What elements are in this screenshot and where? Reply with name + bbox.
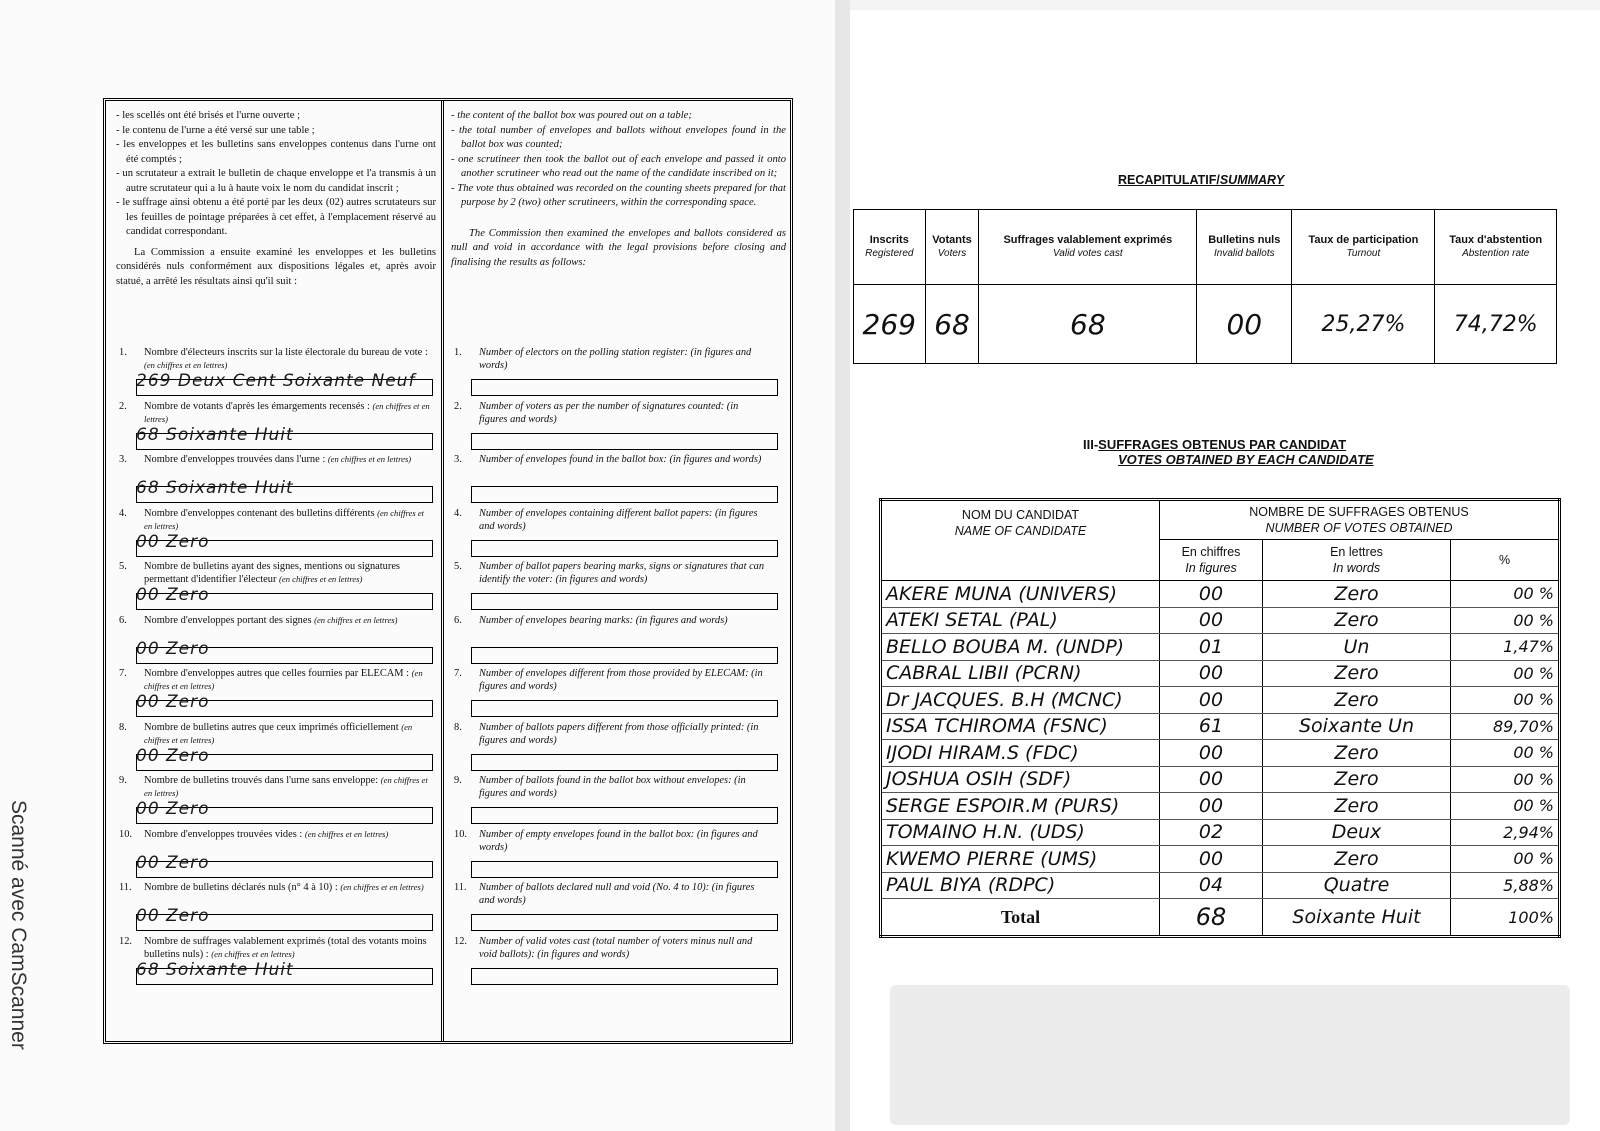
- form-item-en: [449, 614, 769, 627]
- candidate-figures: 00: [1160, 793, 1263, 820]
- candidate-words: Zero: [1263, 660, 1451, 687]
- item-number: 1.: [454, 347, 462, 358]
- candidate-percent: 00 %: [1451, 687, 1560, 714]
- numbered-items-en: [449, 346, 784, 1036]
- item-label: [144, 667, 434, 693]
- value-valid-votes: 68: [979, 285, 1197, 364]
- candidate-name: JOSHUA OSIH (SDF): [881, 766, 1160, 793]
- candidate-name: IJODI HIRAM.S (FDC): [881, 740, 1160, 767]
- candidate-percent: 5,88%: [1451, 872, 1560, 899]
- item-label-text: Nombre de bulletins ayant des signes, mentions ou signatures permettant d'identifier l'électeur: [144, 561, 400, 585]
- intro-item-en: - the total number of envelopes and ballots without envelopes found in the ballot box was counted;: [451, 124, 787, 150]
- item-hint: (en chiffres et en lettres): [144, 668, 423, 691]
- candidate-words: Zero: [1263, 766, 1451, 793]
- item-number: 11.: [454, 882, 467, 893]
- handwritten-answer: 00 Zero: [136, 585, 210, 605]
- candidate-row: [881, 740, 1560, 767]
- item-number: 7.: [454, 668, 462, 679]
- candidate-words: Zero: [1263, 793, 1451, 820]
- form-item-fr: [114, 721, 434, 747]
- form-item-fr: [114, 346, 434, 372]
- page-gutter: [835, 0, 850, 1131]
- total-label-cell: Total: [881, 899, 1160, 937]
- handwritten-answer: 68 Soixante Huit: [136, 959, 294, 980]
- item-number: 7.: [119, 668, 127, 679]
- header-voters: Votants Voters: [925, 210, 979, 285]
- candidate-words: Zero: [1263, 607, 1451, 634]
- item-hint: (en chiffres et en lettres): [144, 507, 425, 531]
- item-hint: (en chiffres et en lettres): [327, 454, 412, 464]
- value-voters: 68: [925, 285, 979, 364]
- candidate-percent: 00 %: [1451, 766, 1560, 793]
- item-label: [144, 828, 434, 841]
- item-label: [144, 721, 434, 747]
- handwritten-answer: 00 Zero: [136, 638, 210, 659]
- item-label-text: Nombre d'électeurs inscrits sur la liste électorale du bureau de vote :: [144, 347, 428, 358]
- handwritten-answer: 269 Deux Cent Soixante Neuf: [136, 371, 416, 391]
- item-number: 9.: [454, 775, 462, 786]
- item-hint: (en chiffres et en lettres): [144, 721, 413, 745]
- candidate-name: AKERE MUNA (UNIVERS): [881, 581, 1160, 608]
- value-abstention: 74,72%: [1435, 285, 1557, 364]
- candidate-words: Zero: [1263, 846, 1451, 873]
- value-invalid-ballots: 00: [1197, 285, 1292, 364]
- candidate-words: Deux: [1263, 819, 1451, 846]
- item-number: 4.: [454, 507, 462, 519]
- form-item-en: [449, 881, 769, 907]
- item-label: [144, 881, 434, 894]
- item-label: [144, 774, 434, 800]
- item-hint: (en chiffres et en lettres): [144, 360, 228, 370]
- candidate-name: CABRAL LIBII (PCRN): [881, 660, 1160, 687]
- item-hint: (en chiffres et en lettres): [211, 948, 295, 959]
- form-item-fr: [114, 507, 434, 533]
- handwritten-answer: 00 Zero: [136, 906, 210, 926]
- item-label: Number of envelopes found in the ballot box: (in figures and words): [479, 454, 762, 465]
- candidate-figures: 00: [1160, 581, 1263, 608]
- intro-item-en: - the content of the ballot box was poured out on a table;: [451, 110, 692, 121]
- item-label: [144, 400, 434, 426]
- form-item-fr: [114, 453, 434, 466]
- answer-box-empty: [471, 914, 778, 931]
- handwritten-answer: 00 Zero: [136, 799, 210, 819]
- item-number: 5.: [119, 561, 127, 572]
- candidate-votes-table: [879, 498, 1561, 938]
- candidate-row: [881, 793, 1560, 820]
- total-figures: 68: [1160, 899, 1263, 937]
- candidate-row: [881, 872, 1560, 899]
- intro-list-fr: [116, 109, 436, 240]
- form-item-fr: [114, 774, 434, 800]
- item-number: 2.: [119, 400, 127, 412]
- candidate-name: BELLO BOUBA M. (UNDP): [881, 634, 1160, 661]
- handwritten-answer: 68 Soixante Huit: [136, 424, 294, 445]
- answer-box-empty: [471, 379, 778, 396]
- candidate-words: Soixante Un: [1263, 713, 1451, 740]
- header-votes-obtained: NOMBRE DE SUFFRAGES OBTENUS NUMBER OF VOTES OBTAINED: [1160, 500, 1560, 540]
- header-percent: %: [1451, 540, 1560, 581]
- candidate-rows: [881, 581, 1560, 899]
- candidate-name: SERGE ESPOIR.M (PURS): [881, 793, 1160, 820]
- item-label-text: Nombre de bulletins trouvés dans l'urne sans enveloppe:: [144, 775, 379, 786]
- form-item-fr: [114, 881, 434, 894]
- item-label: Number of electors on the polling station register: (in figures and words): [479, 347, 752, 371]
- item-label-text: Nombre d'enveloppes autres que celles fournies par ELECAM :: [144, 668, 410, 679]
- item-number: 11.: [119, 882, 132, 893]
- item-label: Number of envelopes containing different ballot papers: (in figures and words): [479, 507, 758, 532]
- english-column: [451, 109, 786, 270]
- handwritten-answer: 00 Zero: [136, 852, 210, 873]
- item-label: [144, 560, 434, 586]
- answer-box-empty: [471, 433, 778, 450]
- candidate-figures: 00: [1160, 687, 1263, 714]
- form-item-en: [449, 400, 769, 426]
- candidate-figures: 02: [1160, 819, 1263, 846]
- item-hint: (en chiffres et en lettres): [314, 614, 398, 625]
- item-label: Number of empty envelopes found in the ballot box: (in figures and words): [479, 828, 758, 853]
- candidate-name: ISSA TCHIROMA (FSNC): [881, 713, 1160, 740]
- candidate-figures: 04: [1160, 872, 1263, 899]
- intro-item-en: - The vote thus obtained was recorded on the counting sheets prepared for that purpose by 2 (two) other scrutineers, within the corresponding space.: [451, 182, 786, 208]
- intro-item-fr: - les scellés ont été brisés et l'urne ouverte ;: [116, 110, 301, 121]
- header-turnout: Taux de participation Turnout: [1292, 210, 1435, 285]
- summary-header-row: [854, 210, 1557, 285]
- answer-box-empty: [471, 486, 778, 503]
- item-number: 10.: [119, 828, 132, 840]
- candidate-percent: 89,70%: [1451, 713, 1560, 740]
- item-label: [144, 507, 434, 533]
- answer-box-empty: [471, 968, 778, 985]
- form-item-en: [449, 507, 769, 533]
- candidate-percent: 1,47%: [1451, 634, 1560, 661]
- candidate-name: TOMAINO H.N. (UDS): [881, 819, 1160, 846]
- form-item-en: [449, 560, 769, 586]
- form-item-en: [449, 721, 769, 747]
- candidate-row: [881, 634, 1560, 661]
- candidate-figures: 00: [1160, 660, 1263, 687]
- form-item-en: [449, 935, 769, 961]
- item-label-text: Nombre d'enveloppes portant des signes: [144, 614, 312, 626]
- item-number: 12.: [454, 935, 467, 947]
- candidate-row: [881, 581, 1560, 608]
- header-in-figures: En chiffres In figures: [1160, 540, 1263, 581]
- candidate-words: Un: [1263, 634, 1451, 661]
- item-label-text: Nombre d'enveloppes contenant des bulletins différents: [144, 507, 375, 519]
- candidate-percent: 2,94%: [1451, 819, 1560, 846]
- item-label: Number of valid votes cast (total number of voters minus null and void ballots): (in figures and words): [479, 935, 753, 960]
- candidate-row: [881, 607, 1560, 634]
- form-item-en: [449, 346, 769, 372]
- candidate-name: KWEMO PIERRE (UMS): [881, 846, 1160, 873]
- item-label-text: Nombre de suffrages valablement exprimés (total des votants moins bulletins nuls) :: [144, 935, 427, 960]
- candidate-row: [881, 713, 1560, 740]
- summary-value-row: [854, 285, 1557, 364]
- item-label-text: Nombre de bulletins déclarés nuls (n° 4 à 10) :: [144, 882, 338, 893]
- candidate-figures: 00: [1160, 766, 1263, 793]
- candidate-figures: 61: [1160, 713, 1263, 740]
- column-divider: [441, 101, 444, 1041]
- item-number: 8.: [454, 721, 462, 733]
- item-label: Number of ballots declared null and void (No. 4 to 10): (in figures and words): [479, 882, 755, 906]
- item-hint: (en chiffres et en lettres): [340, 882, 424, 892]
- summary-table: [853, 209, 1557, 364]
- form-item-fr: [114, 614, 434, 627]
- item-label: [144, 614, 434, 627]
- form-item-fr: [114, 667, 434, 693]
- item-number: 8.: [119, 721, 127, 733]
- item-label: Number of ballot papers bearing marks, signs or signatures that can identify the voter: (in figures and words): [479, 561, 765, 585]
- candidate-words: Zero: [1263, 581, 1451, 608]
- total-percent: 100%: [1451, 899, 1560, 937]
- answer-box-empty: [471, 754, 778, 771]
- item-label: Number of envelopes different from those provided by ELECAM: (in figures and words): [479, 668, 763, 692]
- candidate-percent: 00 %: [1451, 793, 1560, 820]
- item-number: 9.: [119, 775, 127, 786]
- item-number: 6.: [454, 614, 462, 626]
- candidate-row: [881, 846, 1560, 873]
- candidate-header-row: [881, 500, 1560, 540]
- item-number: 4.: [119, 507, 127, 519]
- form-item-fr: [114, 828, 434, 841]
- item-label: [144, 935, 434, 961]
- form-item-en: [449, 453, 769, 466]
- intro-item-fr: - le contenu de l'urne a été versé sur une table ;: [116, 124, 315, 136]
- item-label-text: Nombre d'enveloppes trouvées vides :: [144, 828, 303, 840]
- item-hint: (en chiffres et en lettres): [304, 828, 389, 839]
- commission-paragraph-en: The Commission then examined the envelopes and ballots considered as null and void in accordance with the legal provisions before closing and finalising the results as follows:: [451, 227, 786, 268]
- item-number: 3.: [454, 454, 462, 465]
- item-number: 5.: [454, 561, 462, 572]
- candidate-row: [881, 687, 1560, 714]
- item-label: Number of ballots papers different from those officially printed: (in figures and words): [479, 721, 759, 746]
- candidate-percent: 00 %: [1451, 607, 1560, 634]
- candidate-percent: 00 %: [1451, 581, 1560, 608]
- candidate-name: ATEKI SETAL (PAL): [881, 607, 1160, 634]
- header-valid-votes: Suffrages valablement exprimés Valid votes cast: [979, 210, 1197, 285]
- french-column: [116, 109, 436, 289]
- candidate-name: PAUL BIYA (RDPC): [881, 872, 1160, 899]
- intro-list-en: [451, 109, 786, 211]
- form-item-en: [449, 828, 769, 854]
- handwritten-answer: 00 Zero: [136, 531, 210, 552]
- item-label-text: Nombre de votants d'après les émargements recensés :: [144, 400, 370, 412]
- item-hint: (en chiffres et en lettres): [144, 775, 428, 798]
- item-hint: (en chiffres et en lettres): [144, 400, 430, 424]
- answer-box-empty: [471, 861, 778, 878]
- header-abstention: Taux d'abstention Abstention rate: [1435, 210, 1557, 285]
- form-item-fr: [114, 560, 434, 586]
- candidate-row: [881, 819, 1560, 846]
- value-turnout: 25,27%: [1292, 285, 1435, 364]
- item-label: Number of voters as per the number of signatures counted: (in figures and words): [479, 400, 739, 425]
- candidate-row: [881, 660, 1560, 687]
- item-number: 3.: [119, 454, 127, 465]
- item-hint: (en chiffres et en lettres): [279, 574, 363, 584]
- form-item-fr: [114, 935, 434, 961]
- intro-item-fr: - le suffrage ainsi obtenu a été porté par les deux (02) autres scrutateurs sur les feuilles de pointage préparées à cet effet, à l'emplacement réservé au candidat correspondant.: [116, 197, 436, 237]
- candidate-figures: 00: [1160, 740, 1263, 767]
- candidate-figures: 00: [1160, 846, 1263, 873]
- item-label-text: Nombre de bulletins autres que ceux imprimés officiellement: [144, 721, 399, 733]
- item-number: 10.: [454, 828, 467, 840]
- header-invalid-ballots: Bulletins nuls Invalid ballots: [1197, 210, 1292, 285]
- section-title: III-SUFFRAGES OBTENUS PAR CANDIDAT VOTES OBTAINED BY EACH CANDIDATE: [1083, 437, 1374, 467]
- candidate-name: Dr JACQUES. B.H (MCNC): [881, 687, 1160, 714]
- numbered-items-fr: [114, 346, 439, 1036]
- candidate-figures: 01: [1160, 634, 1263, 661]
- intro-item-fr: - les enveloppes et les bulletins sans enveloppes contenus dans l'urne ont été comptés ;: [116, 139, 437, 165]
- item-number: 12.: [119, 935, 132, 947]
- intro-item-fr: - un scrutateur a extrait le bulletin de chaque enveloppe et l'a transmis à un autre scrutateur qui a lu à haute voix le nom du candidat inscrit ;: [116, 168, 436, 194]
- summary-title: RECAPITULATIF/SUMMARY: [1118, 173, 1285, 187]
- candidate-percent: 00 %: [1451, 846, 1560, 873]
- header-candidate-name: NOM DU CANDIDAT NAME OF CANDIDATE: [881, 500, 1160, 581]
- candidate-words: Quatre: [1263, 872, 1451, 899]
- scan-shadow: [890, 985, 1570, 1125]
- intro-item-en: - one scrutineer then took the ballot out of each envelope and passed it onto another scrutineer who read out the name of the candidate inscribed on it;: [451, 153, 786, 179]
- item-label: [144, 453, 434, 466]
- handwritten-answer: 00 Zero: [136, 692, 210, 712]
- item-number: 6.: [119, 614, 127, 626]
- total-row: [881, 899, 1560, 937]
- item-label-text: Nombre d'enveloppes trouvées dans l'urne :: [144, 454, 326, 465]
- header-registered: Inscrits Registered: [854, 210, 926, 285]
- form-item-en: [449, 667, 769, 693]
- answer-box-empty: [471, 807, 778, 824]
- total-words: Soixante Huit: [1263, 899, 1451, 937]
- item-number: 1.: [119, 347, 127, 358]
- header-in-words: En lettres In words: [1263, 540, 1451, 581]
- candidate-words: Zero: [1263, 740, 1451, 767]
- answer-box-empty: [471, 700, 778, 717]
- item-label: [144, 346, 434, 372]
- handwritten-answer: 68 Soixante Huit: [136, 478, 294, 498]
- candidate-figures: 00: [1160, 607, 1263, 634]
- candidate-percent: 00 %: [1451, 660, 1560, 687]
- candidate-words: Zero: [1263, 687, 1451, 714]
- item-number: 2.: [454, 400, 462, 412]
- answer-box-empty: [471, 593, 778, 610]
- form-item-en: [449, 774, 769, 800]
- item-label: Number of ballots found in the ballot box without envelopes: (in figures and words): [479, 775, 746, 799]
- handwritten-answer: 00 Zero: [136, 745, 210, 766]
- camscanner-watermark: Scanné avec CamScanner: [7, 800, 30, 1050]
- item-label: Number of envelopes bearing marks: (in figures and words): [479, 614, 728, 626]
- commission-paragraph-fr: La Commission a ensuite examiné les enveloppes et les bulletins considérés nuls conformément aux dispositions légales et, après avoir statué, a arrêté les résultats ainsi qu'il suit :: [116, 246, 436, 287]
- form-item-fr: [114, 400, 434, 426]
- results-form: [103, 98, 793, 1044]
- value-registered: 269: [854, 285, 926, 364]
- candidate-percent: 00 %: [1451, 740, 1560, 767]
- candidate-row: [881, 766, 1560, 793]
- answer-box-empty: [471, 540, 778, 557]
- answer-box-empty: [471, 647, 778, 664]
